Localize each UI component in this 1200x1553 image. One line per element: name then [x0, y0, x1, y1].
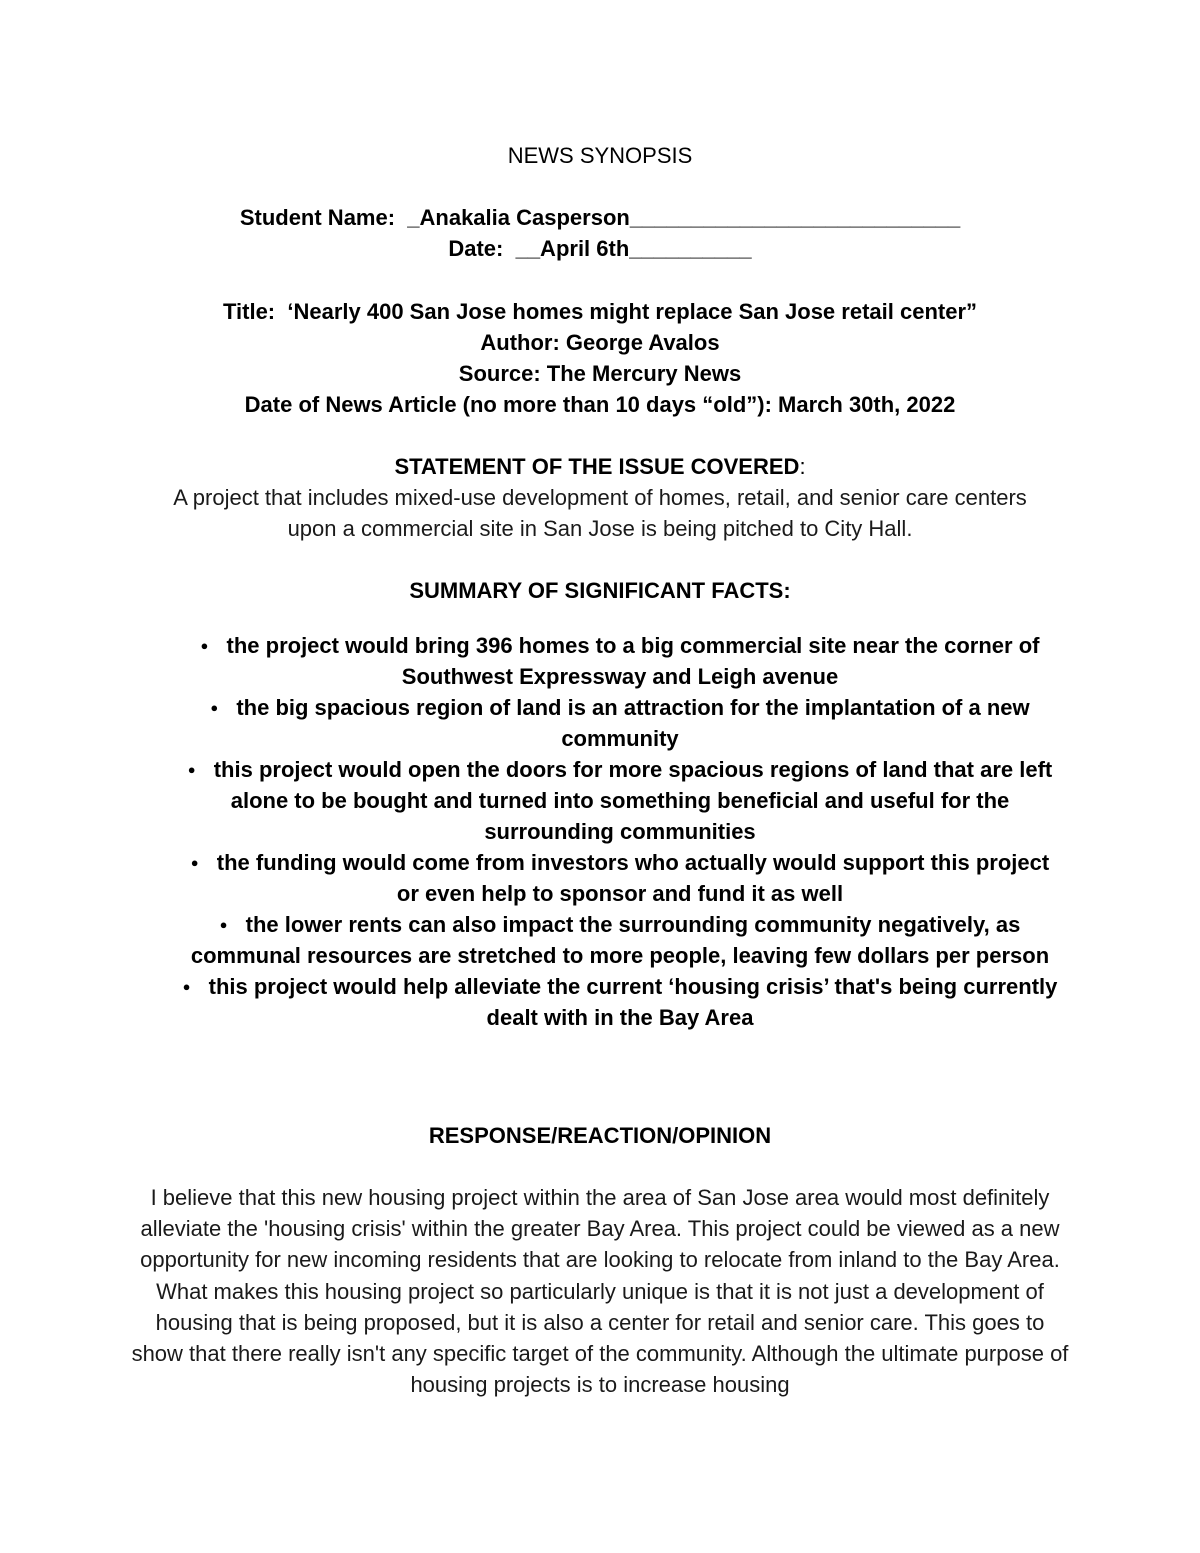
list-item — [170, 630, 1070, 692]
fact-text: ● this project would help alleviate the current ‘housing crisis’ that's being currently dealt with in the Bay Area — [183, 974, 1058, 1030]
article-source: Source: The Mercury News — [458, 361, 742, 386]
fact-text: ● this project would open the doors for more spacious regions of land that are left alone to be bought and turned into something beneficial and useful for the surrounding communities — [188, 757, 1053, 844]
list-item — [170, 754, 1070, 847]
response-heading: RESPONSE/REACTION/OPINION — [428, 1123, 772, 1148]
fact-text: ● the project would bring 396 homes to a big commercial site near the corner of Southwest Expressway and Leigh avenue — [201, 633, 1040, 689]
facts-heading: SUMMARY OF SIGNIFICANT FACTS: — [409, 578, 791, 603]
fact-text: ● the big spacious region of land is an attraction for the implantation of a new community — [210, 695, 1029, 751]
issue-heading-line — [0, 451, 1200, 482]
issue-text-line-2: upon a commercial site in San Jose is being pitched to City Hall. — [287, 516, 913, 541]
facts-list — [170, 630, 1070, 1033]
document-title: NEWS SYNOPSIS — [507, 143, 693, 168]
article-author: Author: George Avalos — [480, 330, 720, 355]
fact-text: ● the funding would come from investors who actually would support this project or even help to sponsor and fund it as well — [191, 850, 1049, 906]
issue-heading-colon: : — [799, 454, 806, 479]
article-title: Title: ‘Nearly 400 San Jose homes might replace San Jose retail center” — [222, 299, 978, 324]
issue-heading: STATEMENT OF THE ISSUE COVERED — [394, 454, 800, 479]
response-paragraph: I believe that this new housing project within the area of San Jose area would most definitely alleviate the 'housing crisis' within the greater Bay Area. This project could be viewed as a new opportunity for new incoming residents that are looking to relocate from inland to the Bay Area. What makes this housing project so particularly unique is that it is not just a development of housing that is being proposed, but it is also a center for retail and senior care. This goes to show that there really isn't any specific target of the community. Although the ultimate purpose of housing projects is to increase housing — [131, 1185, 1069, 1398]
list-item — [170, 847, 1070, 909]
list-item — [170, 692, 1070, 754]
date-field: Date: __April 6th__________ — [448, 236, 752, 261]
issue-text-line-1: A project that includes mixed-use development of homes, retail, and senior care centers — [173, 485, 1027, 510]
list-item — [170, 971, 1070, 1033]
student-name-field: Student Name: _Anakalia Casperson___________________________ — [239, 205, 961, 230]
fact-text: ● the lower rents can also impact the surrounding community negatively, as communal resources are stretched to more people, leaving few dollars per person — [191, 912, 1049, 968]
list-item — [170, 909, 1070, 971]
article-date: Date of News Article (no more than 10 days “old”): March 30th, 2022 — [244, 392, 956, 417]
